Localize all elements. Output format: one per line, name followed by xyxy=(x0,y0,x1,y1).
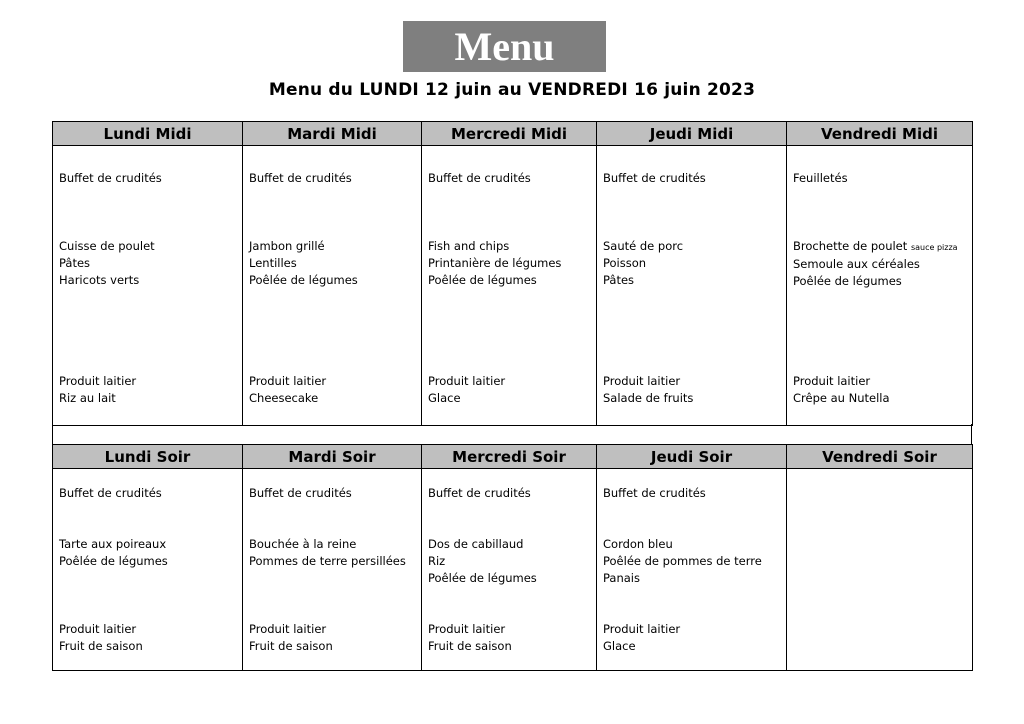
header-vendredi-soir: Vendredi Soir xyxy=(787,445,973,469)
starter xyxy=(428,170,594,187)
starter xyxy=(793,170,970,187)
dessert xyxy=(249,621,419,655)
dish: Pommes de terre persillées xyxy=(249,554,406,568)
dish: Brochette de poulet xyxy=(793,239,908,253)
dish: Cuisse de poulet xyxy=(59,239,155,253)
dish-with-note xyxy=(793,238,970,256)
header-jeudi-midi: Jeudi Midi xyxy=(597,122,787,146)
dish: Feuilletés xyxy=(793,171,848,185)
starter xyxy=(428,485,594,502)
dish: Buffet de crudités xyxy=(59,486,162,500)
dish: Sauté de porc xyxy=(603,239,684,253)
dish: Haricots verts xyxy=(59,273,140,287)
dish: Produit laitier xyxy=(59,622,137,636)
dish: Poêlée de légumes xyxy=(59,554,168,568)
starter xyxy=(249,170,419,187)
dish: Cheesecake xyxy=(249,391,319,405)
cell-jeudi-midi xyxy=(597,146,787,426)
dish: Fruit de saison xyxy=(59,639,143,653)
dessert xyxy=(603,373,784,407)
lunch-menu-table xyxy=(52,121,973,426)
dish: Fish and chips xyxy=(428,239,510,253)
dish: Poêlée de légumes xyxy=(428,273,537,287)
starter xyxy=(59,170,240,187)
dish: Crêpe au Nutella xyxy=(793,391,890,405)
header-mardi-soir: Mardi Soir xyxy=(243,445,422,469)
cell-vendredi-midi xyxy=(787,146,973,426)
main-course xyxy=(59,238,240,289)
dish: Buffet de crudités xyxy=(603,486,706,500)
dessert xyxy=(603,621,784,655)
main-course xyxy=(249,238,419,289)
header-mardi-midi: Mardi Midi xyxy=(243,122,422,146)
main-course xyxy=(603,536,784,587)
dish: Produit laitier xyxy=(249,622,327,636)
dessert xyxy=(793,373,970,407)
main-course xyxy=(249,536,419,570)
dish: Fruit de saison xyxy=(428,639,512,653)
dish: Produit laitier xyxy=(428,374,506,388)
dish: Cordon bleu xyxy=(603,537,673,551)
dish: Riz au lait xyxy=(59,391,116,405)
dish: Fruit de saison xyxy=(249,639,333,653)
dessert xyxy=(249,373,419,407)
cell-lundi-soir xyxy=(53,469,243,671)
dish: Poisson xyxy=(603,256,647,270)
starter xyxy=(59,485,240,502)
dish: Buffet de crudités xyxy=(59,171,162,185)
main-course xyxy=(59,536,240,570)
dish: Produit laitier xyxy=(793,374,871,388)
dish: Jambon grillé xyxy=(249,239,325,253)
dessert xyxy=(428,373,594,407)
dish: Buffet de crudités xyxy=(249,171,352,185)
dish: Poêlée de légumes xyxy=(428,571,537,585)
dish: Produit laitier xyxy=(603,622,681,636)
dish: Produit laitier xyxy=(59,374,137,388)
dish: Panais xyxy=(603,571,640,585)
dish: Produit laitier xyxy=(428,622,506,636)
menu-date-range: Menu du LUNDI 12 juin au VENDREDI 16 juin 2023 xyxy=(268,80,756,100)
dish: Buffet de crudités xyxy=(428,486,531,500)
cell-mercredi-soir xyxy=(422,469,597,671)
main-course xyxy=(428,238,594,289)
dish: Riz xyxy=(428,554,446,568)
cell-mardi-soir xyxy=(243,469,422,671)
dish: Dos de cabillaud xyxy=(428,537,524,551)
main-course xyxy=(428,536,594,587)
dinner-menu-table xyxy=(52,444,973,671)
cell-vendredi-soir xyxy=(787,469,973,671)
dessert xyxy=(59,373,240,407)
header-lundi-soir: Lundi Soir xyxy=(53,445,243,469)
cell-jeudi-soir xyxy=(597,469,787,671)
dish: Buffet de crudités xyxy=(428,171,531,185)
dish: Produit laitier xyxy=(603,374,681,388)
dessert xyxy=(59,621,240,655)
main-course xyxy=(793,238,970,290)
dish: Buffet de crudités xyxy=(249,486,352,500)
header-mercredi-soir: Mercredi Soir xyxy=(422,445,597,469)
dish: Salade de fruits xyxy=(603,391,694,405)
dish: Lentilles xyxy=(249,256,297,270)
dish: Buffet de crudités xyxy=(603,171,706,185)
page-title: Menu xyxy=(403,21,606,72)
cell-lundi-midi xyxy=(53,146,243,426)
dish: Bouchée à la reine xyxy=(249,537,357,551)
starter xyxy=(603,170,784,187)
dessert xyxy=(428,621,594,655)
dish: Printanière de légumes xyxy=(428,256,562,270)
dish: Pâtes xyxy=(603,273,635,287)
dish: Poêlée de pommes de terre xyxy=(603,554,762,568)
cell-mardi-midi xyxy=(243,146,422,426)
dish: Glace xyxy=(428,391,461,405)
dish: Tarte aux poireaux xyxy=(59,537,167,551)
dish: Glace xyxy=(603,639,636,653)
table-separator xyxy=(52,424,972,444)
starter xyxy=(603,485,784,502)
dish: Semoule aux céréales xyxy=(793,257,920,271)
main-course xyxy=(603,238,784,289)
header-lundi-midi: Lundi Midi xyxy=(53,122,243,146)
dish: Pâtes xyxy=(59,256,91,270)
header-jeudi-soir: Jeudi Soir xyxy=(597,445,787,469)
dish: Produit laitier xyxy=(249,374,327,388)
cell-mercredi-midi xyxy=(422,146,597,426)
starter xyxy=(249,485,419,502)
header-mercredi-midi: Mercredi Midi xyxy=(422,122,597,146)
header-vendredi-midi: Vendredi Midi xyxy=(787,122,973,146)
dish-note: sauce pizza xyxy=(910,243,958,252)
dish: Poêlée de légumes xyxy=(793,274,902,288)
dish: Poêlée de légumes xyxy=(249,273,358,287)
